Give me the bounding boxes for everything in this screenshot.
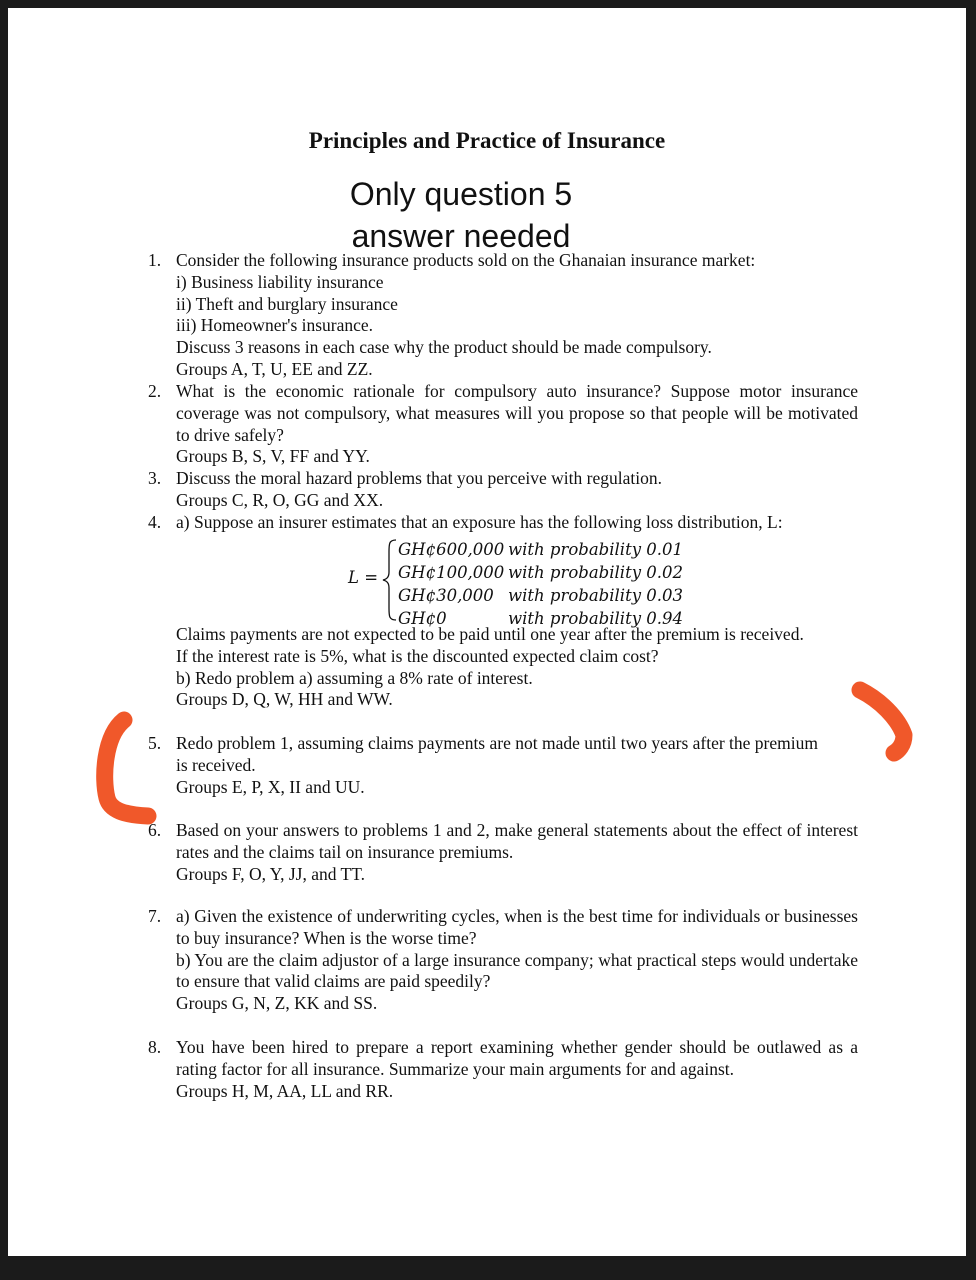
question-text: iii) Homeowner's insurance. [176, 315, 374, 336]
question-text: Discuss 3 reasons in each case why the product should be made compulsory. [176, 337, 712, 358]
question-text: i) Business liability insurance [176, 271, 384, 292]
question-number: 4. [148, 512, 162, 532]
question-text: If the interest rate is 5%, what is the discounted expected claim cost? [176, 645, 659, 666]
highlight-marks [8, 8, 966, 1256]
question-number: 8. [148, 1037, 162, 1057]
document-title: Principles and Practice of Insurance [308, 128, 666, 153]
question-groups: Groups F, O, Y, JJ, and TT. [176, 863, 366, 884]
question-text: a) Given the existence of underwriting cycles, when is the best time for individuals or businesses to buy insurance? When is the worse time? [176, 906, 858, 948]
question-groups: Groups D, Q, W, HH and WW. [176, 689, 393, 710]
question-number: 3. [148, 468, 162, 488]
loss-probability: with probability 0.03 [508, 586, 684, 605]
handwritten-note-line-1: Only question 5 [349, 176, 573, 212]
document-page [8, 8, 966, 1256]
question-groups: Groups E, P, X, II and UU. [176, 776, 365, 797]
question-number: 2. [148, 381, 162, 401]
question-text: Discuss the moral hazard problems that you perceive with regulation. [176, 468, 662, 488]
question-text: ii) Theft and burglary insurance [176, 293, 398, 314]
question-text: b) Redo problem a) assuming a 8% rate of interest. [176, 667, 533, 688]
question-number: 6. [148, 820, 162, 840]
equation-lhs: L = [348, 568, 379, 587]
right-bracket-mark [860, 690, 904, 753]
question-text: Claims payments are not expected to be paid until one year after the premium is received. [176, 624, 804, 644]
loss-probability: with probability 0.01 [508, 540, 684, 559]
loss-probability: with probability 0.02 [508, 563, 684, 582]
question-text: What is the economic rationale for compulsory auto insurance? Suppose motor insurance coverage was not compulsory, what measures will you propose so that people will be motivated to drive safely? [176, 381, 858, 445]
loss-amount: GH¢30,000 [398, 586, 494, 605]
question-text: You have been hired to prepare a report examining whether gender should be outlawed as a rating factor for all insurance. Summarize your main arguments for and against. [176, 1037, 858, 1079]
question-groups: Groups H, M, AA, LL and RR. [176, 1080, 394, 1101]
loss-amount: GH¢100,000 [398, 563, 505, 582]
question-text: a) Suppose an insurer estimates that an exposure has the following loss distribution, L: [176, 512, 783, 532]
question-number: 7. [148, 906, 162, 926]
question-text: Based on your answers to problems 1 and 2, make general statements about the effect of interest rates and the claims tail on insurance premiums. [176, 820, 858, 862]
question-text: is received. [176, 754, 256, 775]
question-text: b) You are the claim adjustor of a large insurance company; what practical steps would undertake to ensure that valid claims are paid speedily? [176, 949, 858, 992]
question-text: Redo problem 1, assuming claims payments are not made until two years after the premium [176, 733, 818, 753]
loss-probability: with probability 0.94 [508, 609, 684, 628]
question-number: 5. [148, 733, 162, 753]
handwritten-note-line-2: answer needed [351, 218, 571, 254]
left-bracket-mark [105, 720, 148, 816]
question-groups: Groups A, T, U, EE and ZZ. [176, 358, 373, 379]
loss-amount: GH¢600,000 [398, 540, 505, 559]
question-number: 1. [148, 250, 162, 270]
question-groups: Groups G, N, Z, KK and SS. [176, 993, 378, 1014]
question-groups: Groups C, R, O, GG and XX. [176, 489, 384, 510]
question-groups: Groups B, S, V, FF and YY. [176, 446, 370, 467]
question-text: Consider the following insurance products sold on the Ghanaian insurance market: [176, 250, 756, 270]
loss-amount: GH¢0 [398, 609, 447, 628]
